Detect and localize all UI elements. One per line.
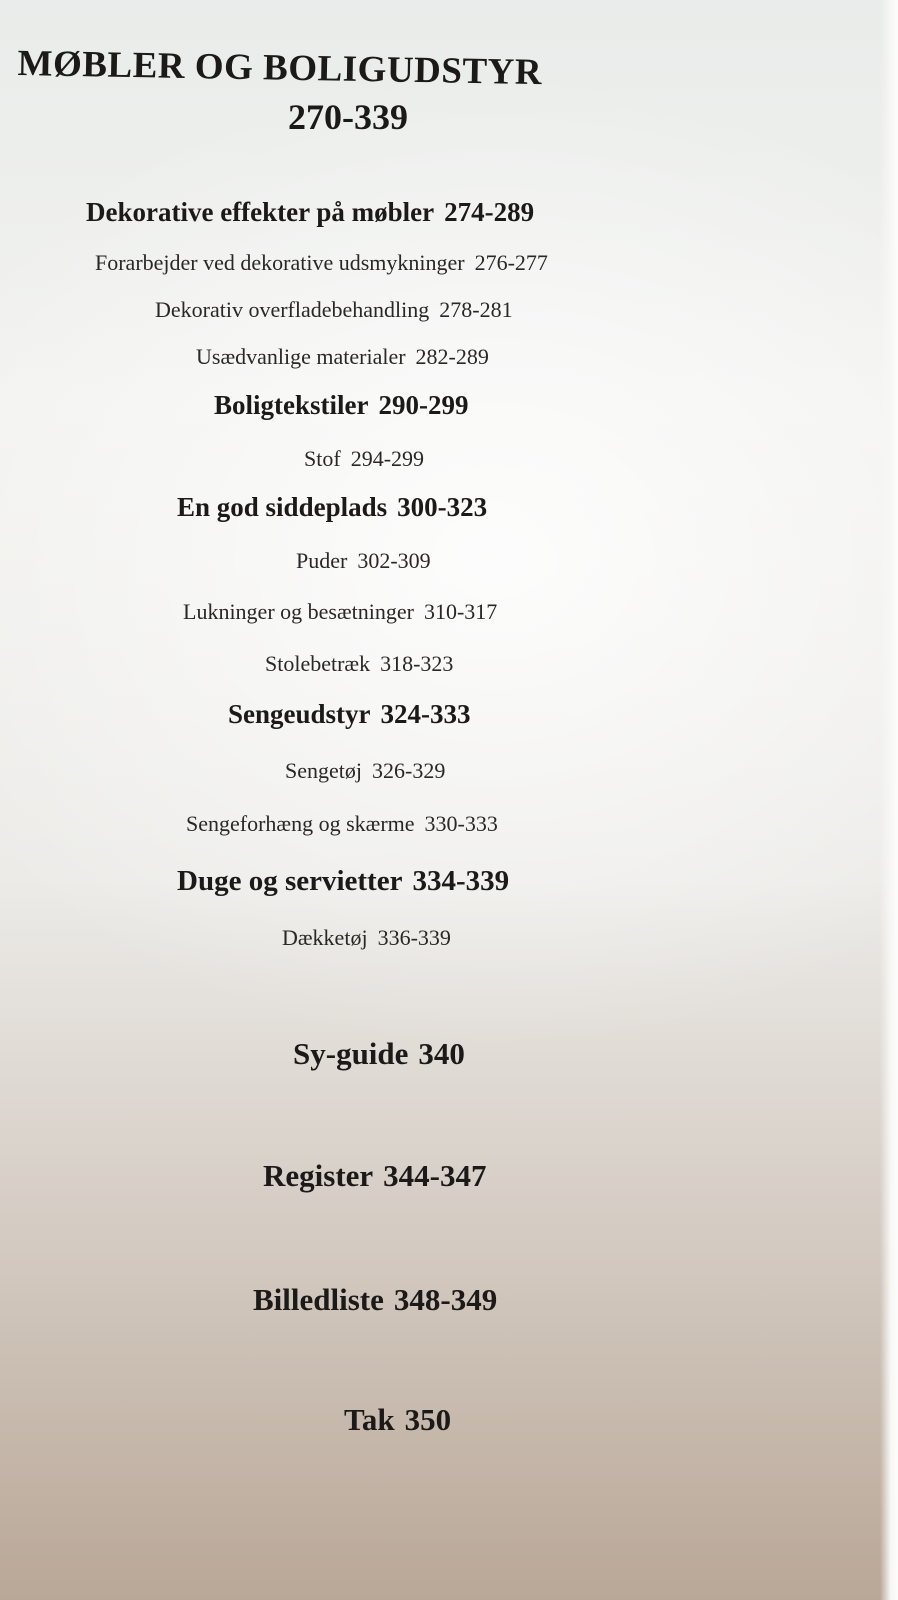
section-range-text: 270-339 — [288, 97, 408, 137]
toc-label: Dækketøj — [282, 925, 368, 950]
toc-chapter-entry — [228, 699, 471, 730]
toc-pages: 276-277 — [474, 250, 548, 275]
toc-subentry — [282, 925, 451, 951]
toc-label: Dekorativ overfladebehandling — [155, 297, 430, 322]
toc-label: Sengeforhæng og skærme — [186, 811, 415, 836]
toc-label: Boligtekstiler — [214, 390, 369, 420]
toc-pages: 294-299 — [350, 446, 425, 471]
toc-pages: 334-339 — [412, 865, 510, 897]
toc-label: Forarbejder ved dekorative udsmykninger — [95, 250, 465, 275]
back-matter-label: Tak — [344, 1402, 395, 1437]
toc-label: Sengeudstyr — [228, 699, 371, 729]
back-matter-entry — [344, 1402, 451, 1438]
toc-pages: 324-333 — [380, 699, 471, 729]
back-matter-pages: 348-349 — [393, 1282, 498, 1317]
page-edge — [880, 0, 898, 1600]
toc-chapter-entry — [214, 390, 468, 421]
toc-pages: 274-289 — [444, 197, 535, 227]
toc-subentry — [196, 344, 489, 370]
toc-label: Usædvanlige materialer — [196, 344, 406, 369]
toc-label: Duge og servietter — [177, 865, 403, 897]
toc-subentry — [183, 599, 497, 625]
back-matter-label: Sy-guide — [293, 1036, 409, 1071]
toc-pages: 278-281 — [439, 297, 513, 322]
toc-subentry — [296, 548, 431, 574]
toc-pages: 336-339 — [377, 925, 451, 950]
toc-pages: 300-323 — [397, 492, 488, 522]
toc-pages: 326-329 — [372, 758, 446, 783]
toc-pages: 290-299 — [378, 390, 469, 420]
back-matter-pages: 350 — [404, 1402, 452, 1437]
toc-label: Stof — [304, 446, 341, 471]
back-matter-entry — [293, 1036, 465, 1072]
back-matter-pages: 344-347 — [383, 1158, 487, 1193]
toc-subentry — [265, 651, 453, 677]
toc-label: Lukninger og besætninger — [183, 599, 414, 624]
toc-label: Sengetøj — [285, 758, 362, 783]
back-matter-pages: 340 — [418, 1036, 465, 1071]
toc-pages: 318-323 — [380, 651, 454, 676]
toc-pages: 282-289 — [415, 344, 489, 369]
back-matter-entry — [263, 1158, 487, 1194]
back-matter-entry — [253, 1282, 497, 1318]
toc-pages: 310-317 — [423, 599, 498, 624]
toc-label: En god siddeplads — [177, 492, 388, 522]
toc-subentry — [186, 811, 498, 837]
toc-subentry — [95, 250, 548, 276]
toc-chapter-entry — [177, 492, 487, 523]
back-matter-label: Billedliste — [253, 1282, 384, 1317]
toc-subentry — [304, 446, 424, 472]
toc-chapter-entry — [86, 197, 534, 228]
section-title — [17, 42, 542, 94]
toc-pages: 302-309 — [357, 548, 431, 573]
section-range — [288, 96, 408, 138]
toc-pages: 330-333 — [424, 811, 498, 836]
toc-label: Puder — [296, 548, 348, 573]
section-title-text: MØBLER OG BOLIGUDSTYR — [17, 42, 543, 94]
toc-label: Dekorative effekter på møbler — [86, 197, 435, 227]
toc-chapter-entry — [177, 865, 509, 898]
toc-label: Stolebetræk — [265, 651, 371, 676]
toc-subentry — [155, 297, 513, 323]
back-matter-label: Register — [263, 1158, 374, 1193]
toc-subentry — [285, 758, 445, 784]
